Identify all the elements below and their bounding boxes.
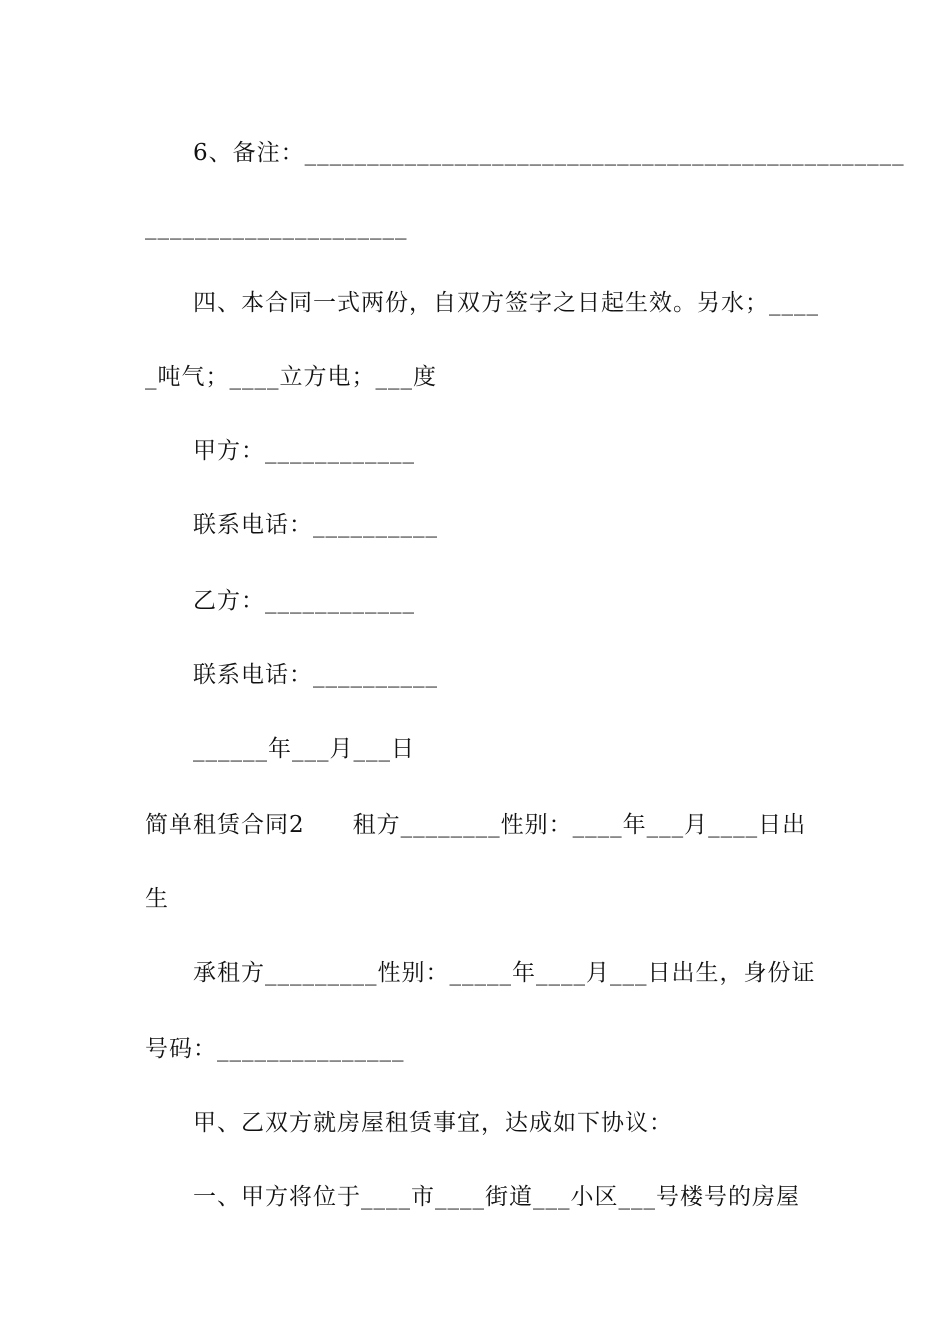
party-a-phone-line: 联系电话：__________ <box>193 512 438 538</box>
id-number-line: 号码：_______________ <box>145 1036 405 1062</box>
contract-two-continuation-line: 生 <box>145 886 169 912</box>
clause-one-line: 一、甲方将位于____市____街道___小区___号楼号的房屋 <box>193 1184 800 1210</box>
tenant-line: 承租方_________性别：_____年____月___日出生，身份证 <box>193 960 816 986</box>
remarks-continuation-line: _____________________ <box>145 214 408 240</box>
remarks-line: 6、备注：________________________________________________ <box>193 140 905 166</box>
clause-four-continuation-line: _吨气；____立方电；___度 <box>145 364 437 390</box>
party-a-line: 甲方：____________ <box>193 438 415 464</box>
party-b-line: 乙方：____________ <box>193 588 415 614</box>
date-line: ______年___月___日 <box>193 736 415 762</box>
clause-four-line: 四、本合同一式两份，自双方签字之日起生效。另水；____ <box>193 290 819 316</box>
contract-two-heading-line: 简单租赁合同2 租方________性别：____年___月____日出 <box>145 812 807 838</box>
agreement-intro-line: 甲、乙双方就房屋租赁事宜，达成如下协议： <box>193 1110 673 1136</box>
party-b-phone-line: 联系电话：__________ <box>193 662 438 688</box>
